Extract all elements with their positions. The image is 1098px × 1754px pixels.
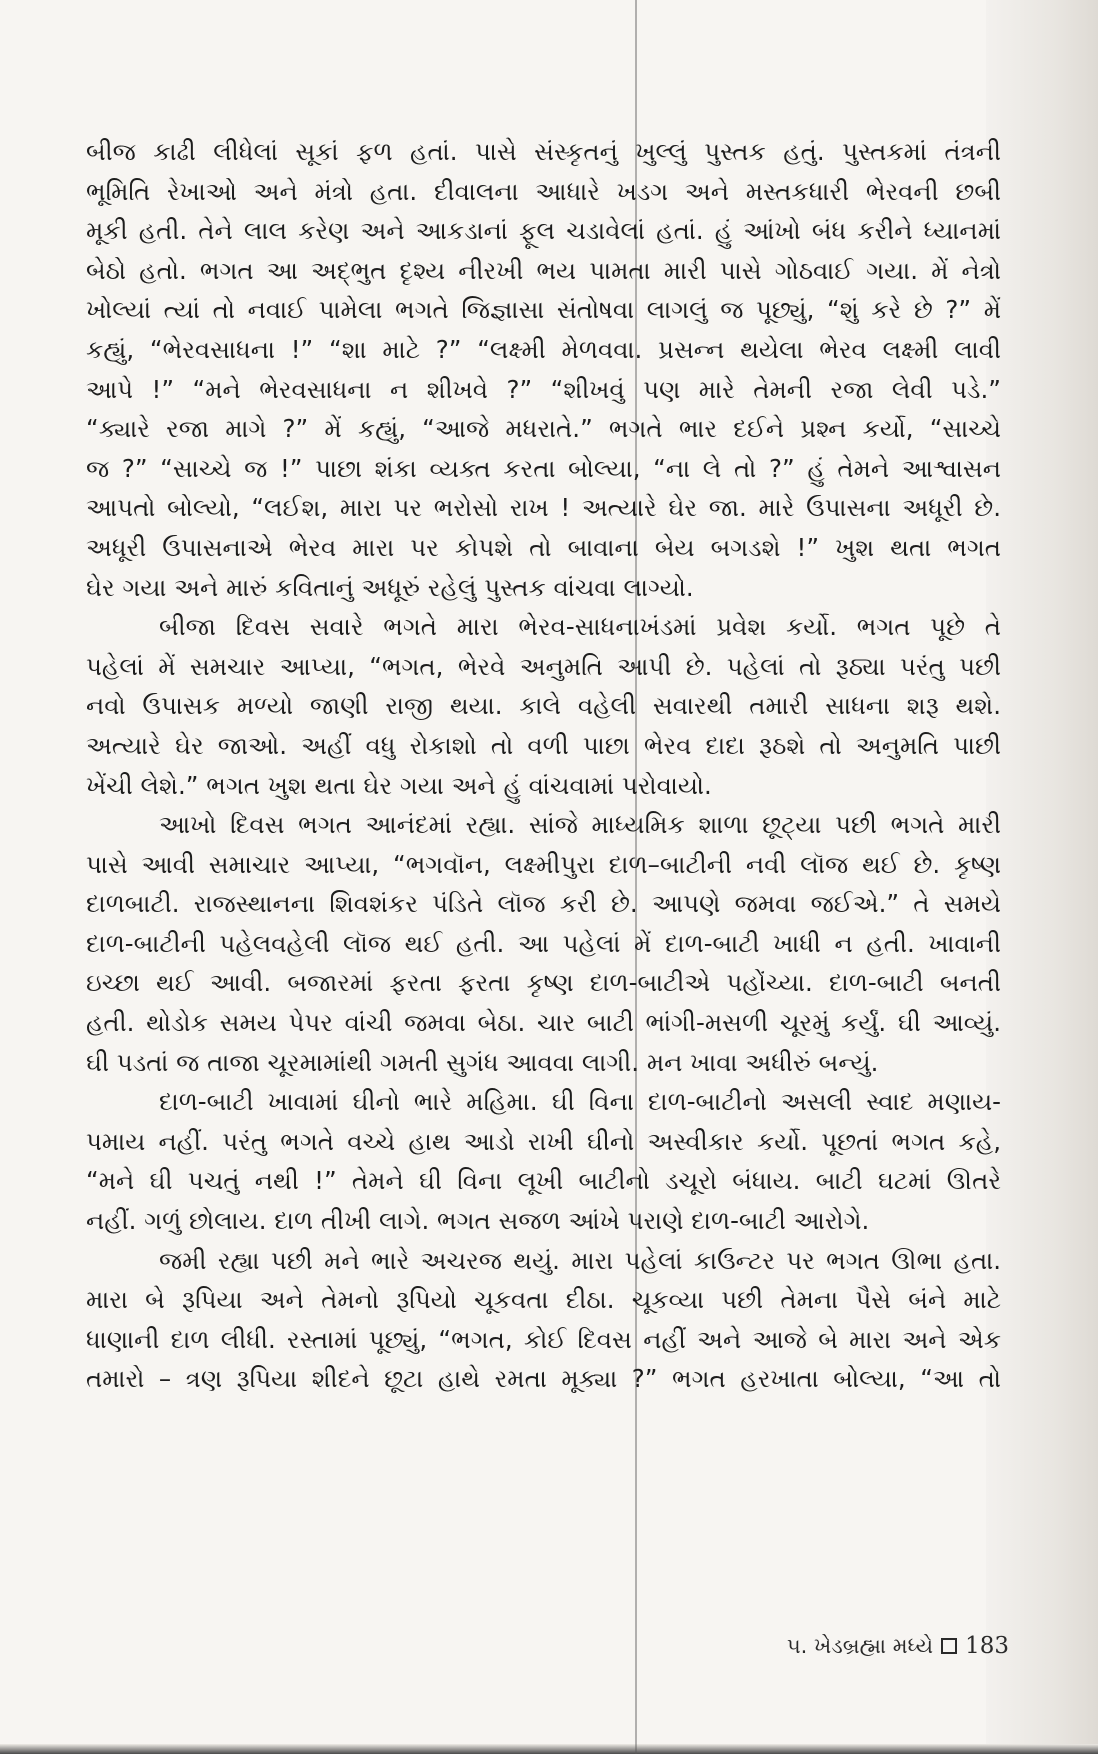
chapter-title: ૫. ખેડબ્રહ્મા મધ્યે — [786, 1633, 934, 1658]
page-bottom-edge — [0, 1744, 1098, 1754]
page-edge-shadow — [986, 0, 1098, 1754]
text-line: જમી રહ્યા પછી મને ભારે અચરજ થયું. મારા પહેલાં કાઉન્ટર પર ભગત ઊભા હતા. — [159, 1245, 1001, 1275]
text-line: “મને ઘી પચતું નથી !” તેમને ઘી વિના લૂખી બાટીનો ડચૂરો બંધાય. બાટી ઘટમાં ઊતરે — [86, 1166, 1001, 1196]
text-line: જ ?” “સાચ્ચે જ !” પાછા શંકા વ્યક્ત કરતા બોલ્યા, “ના લે તો ?” હું તેમને આશ્વાસન — [86, 453, 1001, 483]
text-line: આખો દિવસ ભગત આનંદમાં રહ્યા. સાંજે માધ્યમિક શાળા છૂટ્યા પછી ભગતે મારી — [159, 810, 1001, 840]
text-line: ખેંચી લેશે.” ભગત ખુશ થતા ઘેર ગયા અને હું વાંચવામાં પરોવાયો. — [86, 770, 712, 800]
text-line: ઇચ્છા થઈ આવી. બજારમાં ફરતા ફરતા કૃષ્ણ દાળ-બાટીએ પહોંચ્યા. દાળ-બાટી બનતી — [86, 968, 1001, 998]
text-line: અત્યારે ઘેર જાઓ. અહીં વધુ રોકાશો તો વળી પાછા ભેરવ દાદા રૂઠશે તો અનુમતિ પાછી — [86, 730, 1001, 760]
text-line: પાસે આવી સમાચાર આપ્યા, “ભગવૉન, લક્ષ્મીપુરા દાળ–બાટીની નવી લૉજ થઈ છે. કૃષ્ણ — [86, 849, 1001, 879]
text-line: કહ્યું, “ભેરવસાધના !” “શા માટે ?” “લક્ષ્મી મેળવવા. પ્રસન્ન થયેલા ભેરવ લક્ષ્મી લાવી — [86, 334, 1001, 364]
body-text — [86, 132, 1001, 1399]
text-line: મૂકી હતી. તેને લાલ કરેણ અને આકડાનાં ફૂલ ચડાવેલાં હતાં. હું આંખો બંધ કરીને ધ્યાનમાં — [86, 216, 1001, 246]
text-line: બીજા દિવસ સવારે ભગતે મારા ભેરવ-સાધનાખંડમાં પ્રવેશ કર્યો. ભગત પૂછે તે — [159, 612, 1001, 642]
text-line: અધૂરી ઉપાસનાએ ભેરવ મારા પર કોપશે તો બાવાના બેય બગડશે !” ખુશ થતા ભગત — [86, 532, 1001, 562]
text-line: પમાય નહીં. પરંતુ ભગતે વચ્ચે હાથ આડો રાખી ઘીનો અસ્વીકાર કર્યો. પૂછતાં ભગત કહે, — [86, 1126, 1001, 1156]
square-box-icon — [941, 1638, 957, 1654]
text-line: નવો ઉપાસક મળ્યો જાણી રાજી થયા. કાલે વહેલી સવારથી તમારી સાધના શરૂ થશે. — [86, 691, 1001, 721]
text-line: દાળ-બાટી ખાવામાં ઘીનો ભારે મહિમા. ઘી વિના દાળ-બાટીનો અસલી સ્વાદ મણાય- — [159, 1087, 1001, 1117]
text-line: દાળબાટી. રાજસ્થાનના શિવશંકર પંડિતે લૉજ કરી છે. આપણે જમવા જઈએ.” તે સમયે — [86, 889, 1001, 919]
text-line: આપે !” “મને ભેરવસાધના ન શીખવે ?” “શીખવું પણ મારે તેમની રજા લેવી પડે.” — [86, 374, 1001, 404]
text-line: ખોલ્યાં ત્યાં તો નવાઈ પામેલા ભગતે જિજ્ઞાસા સંતોષવા લાગલું જ પૂછ્યું, “શું કરે છે ?” મેં — [86, 295, 1001, 325]
text-line: તમારો – ત્રણ રૂપિયા શીદને છૂટા હાથે રમતા મૂક્યા ?” ભગત હરખાતા બોલ્યા, “આ તો — [86, 1364, 1001, 1394]
text-line: ભૂમિતિ રેખાઓ અને મંત્રો હતા. દીવાલના આધારે ખડગ અને મસ્તકધારી ભેરવની છબી — [86, 176, 1001, 206]
text-line: પહેલાં મેં સમચાર આપ્યા, “ભગત, ભેરવે અનુમતિ આપી છે. પહેલાં તો રૂઠ્યા પરંતુ પછી — [86, 651, 1001, 681]
text-line: બેઠો હતો. ભગત આ અદ્ભુત દૃશ્ય નીરખી ભય પામતા મારી પાસે ગોઠવાઈ ગયા. મેં નેત્રો — [86, 255, 1001, 285]
text-line: મારા બે રૂપિયા અને તેમનો રૂપિયો ચૂકવતા દીઠા. ચૂકવ્યા પછી તેમના પૈસે બંને માટે — [86, 1285, 1001, 1315]
text-line: બીજ કાઢી લીધેલાં સૂકાં ફળ હતાં. પાસે સંસ્કૃતનું ખુલ્લું પુસ્તક હતું. પુસ્તકમાં તંત્રની — [86, 137, 1001, 166]
page-footer — [754, 1630, 1009, 1662]
text-line: હતી. થોડોક સમય પેપર વાંચી જમવા બેઠા. ચાર બાટી ભાંગી-મસળી ચૂરમું કર્યું. ઘી આવ્યું. — [86, 1008, 1001, 1038]
text-line: દાળ-બાટીની પહેલવહેલી લૉજ થઈ હતી. આ પહેલાં મેં દાળ-બાટી ખાધી ન હતી. ખાવાની — [86, 928, 1001, 958]
text-line: ઘી પડતાં જ તાજા ચૂરમામાંથી ગમતી સુગંધ આવવા લાગી. મન ખાવા અધીરું બન્યું. — [86, 1047, 879, 1077]
text-line: “ક્યારે રજા માગે ?” મેં કહ્યું, “આજે મધરાતે.” ભગતે ભાર દઈને પ્રશ્ન કર્યો, “સાચ્ચે — [86, 414, 1001, 444]
text-line: નહીં. ગળું છોલાય. દાળ તીખી લાગે. ભગત સજળ આંખે પરાણે દાળ-બાટી આરોગે. — [86, 1206, 870, 1236]
text-line: ઘેર ગયા અને મારું કવિતાનું અધૂરું રહેલું પુસ્તક વાંચવા લાગ્યો. — [86, 572, 694, 602]
page-number: 183 — [965, 1633, 1009, 1659]
text-line: ધાણાની દાળ લીધી. રસ્તામાં પૂછ્યું, “ભગત, કોઈ દિવસ નહીં અને આજે બે મારા અને એક — [86, 1324, 1001, 1354]
text-line: આપતો બોલ્યો, “લઈશ, મારા પર ભરોસો રાખ ! અત્યારે ઘેર જા. મારે ઉપાસના અધૂરી છે. — [86, 493, 1001, 523]
